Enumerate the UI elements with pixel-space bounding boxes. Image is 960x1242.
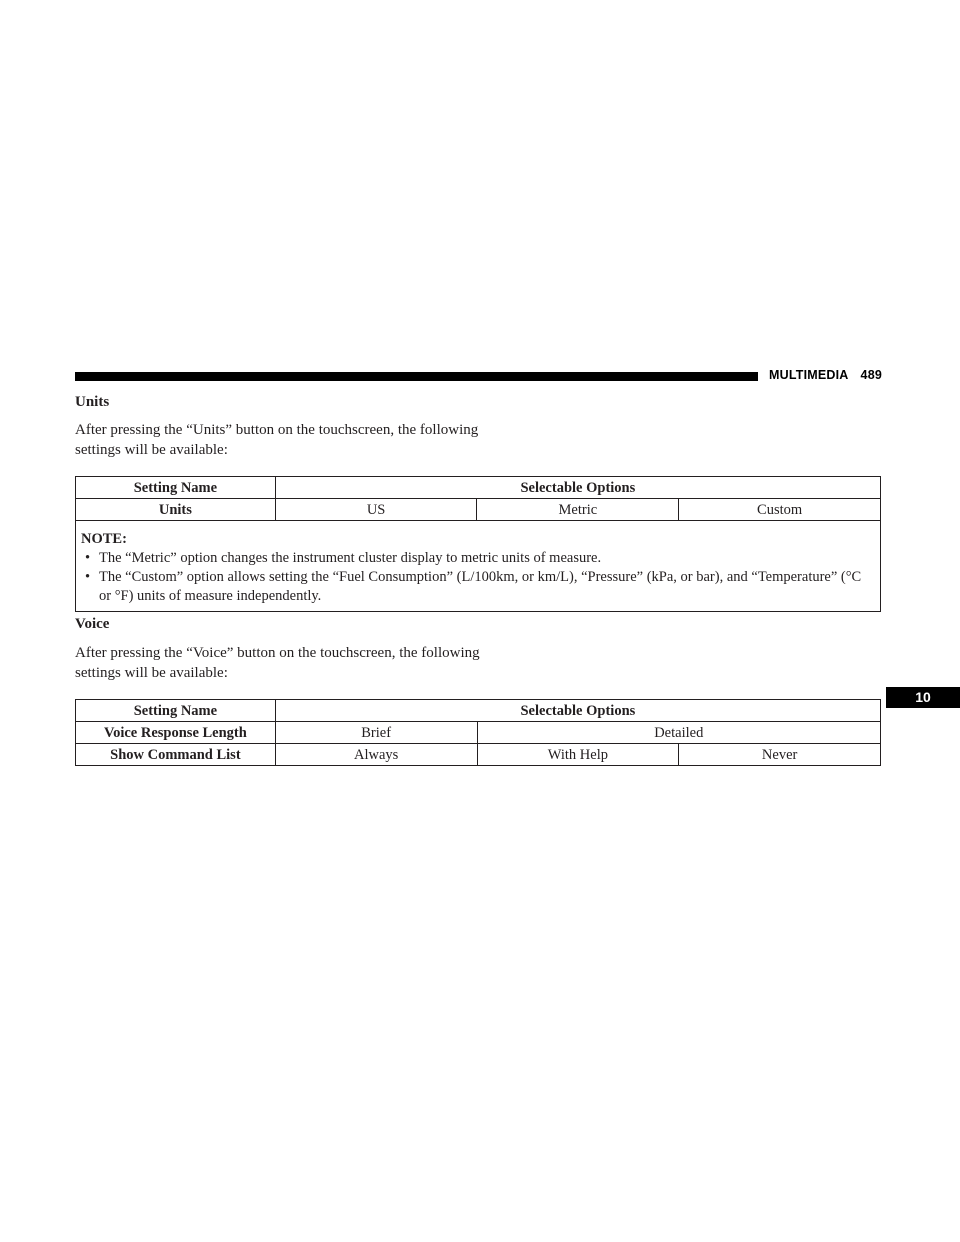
note-cell [76, 521, 881, 612]
bullet-icon: • [85, 550, 91, 566]
note-item [81, 568, 875, 606]
voice-settings-table [75, 699, 881, 766]
units-settings-table [75, 476, 881, 612]
setting-name-voice-response-length: Voice Response Length [76, 722, 276, 744]
setting-name-units: Units [76, 499, 276, 521]
header-section-title: MULTIMEDIA [769, 368, 849, 382]
voice-heading: Voice [75, 616, 110, 632]
chapter-tab: 10 [886, 687, 960, 708]
option-with-help: With Help [477, 744, 679, 766]
note-label: NOTE: [81, 531, 127, 547]
column-header-setting-name: Setting Name [76, 700, 276, 722]
table-row [76, 744, 881, 766]
note-item [81, 549, 875, 568]
units-intro: After pressing the “Units” button on the touchscreen, the following settings will be available: [75, 422, 479, 458]
page-number: 489 [860, 368, 883, 382]
table-header-row [76, 700, 881, 722]
running-header [769, 368, 882, 382]
table-header-row [76, 477, 881, 499]
note-text-custom: The “Custom” option allows setting the “Fuel Consumption” (L/100km, or km/L), “Pressure” (kPa, or bar), and “Temperature” (°C or °F) units of measure independently. [99, 569, 862, 604]
column-header-setting-name: Setting Name [76, 477, 276, 499]
column-header-selectable-options: Selectable Options [275, 700, 880, 722]
option-custom: Custom [679, 499, 881, 521]
option-brief: Brief [275, 722, 477, 744]
note-text-metric: The “Metric” option changes the instrument cluster display to metric units of measure. [99, 550, 602, 566]
option-metric: Metric [477, 499, 679, 521]
bullet-icon: • [85, 569, 91, 585]
note-list [81, 549, 875, 606]
note-row [76, 521, 881, 612]
voice-intro: After pressing the “Voice” button on the touchscreen, the following settings will be available: [75, 645, 480, 681]
header-rule [75, 372, 758, 381]
option-detailed: Detailed [477, 722, 880, 744]
column-header-selectable-options: Selectable Options [275, 477, 880, 499]
option-always: Always [275, 744, 477, 766]
option-us: US [275, 499, 477, 521]
units-heading: Units [75, 394, 110, 410]
table-row [76, 722, 881, 744]
option-never: Never [679, 744, 881, 766]
table-row [76, 499, 881, 521]
setting-name-show-command-list: Show Command List [76, 744, 276, 766]
